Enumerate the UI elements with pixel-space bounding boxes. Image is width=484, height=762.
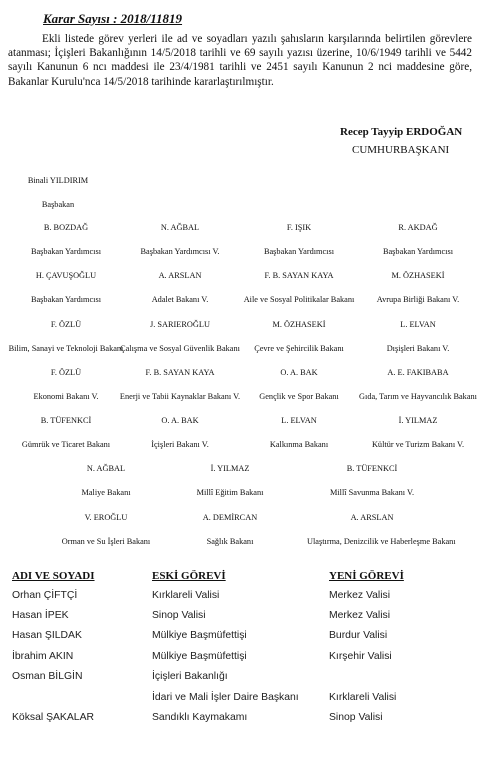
decision-number-title: Karar Sayısı : 2018/11819 [43,11,183,26]
minister-signature [41,464,171,498]
minister-name: F. B. SAYAN KAYA [264,271,334,280]
minister-signature [115,271,245,305]
minister-signature [353,223,483,257]
president-name: Recep Tayyip ERDOĞAN [340,126,463,138]
appointment-old-cell: Mülkiye Başmüfettişi [152,651,247,662]
minister-name: İ. YILMAZ [398,416,438,425]
minister-title: Başbakan Yardımcısı [30,295,102,304]
minister-signature [1,320,131,354]
minister-name: O. A. BAK [161,416,199,425]
minister-signature [1,271,131,305]
minister-title: Başbakan Yardımcısı [30,247,102,256]
appointment-new-cell: Merkez Valisi [329,590,391,601]
header-name: ADI VE SOYADI [12,570,95,582]
appointment-name-cell: Hasan ŞILDAK [12,630,82,641]
header-new-position: YENİ GÖREVİ [329,570,404,582]
minister-signature [234,416,364,450]
minister-title: Başbakan Yardımcısı [382,247,454,256]
appointment-new-cell: Burdur Valisi [329,630,388,641]
minister-signature [115,320,245,354]
minister-title: Aile ve Sosyal Politikalar Bakanı [243,295,355,304]
minister-signature [234,223,364,257]
minister-signature [307,464,437,498]
minister-name: B. BOZDAĞ [43,223,89,232]
minister-signature [234,368,364,402]
minister-name: Binali YILDIRIM [27,176,89,185]
minister-signature [165,513,295,547]
minister-name: N. AĞBAL [160,223,200,232]
appointment-name-cell: Orhan ÇİFTÇİ [12,590,78,601]
appointment-old-cell: Mülkiye Başmüfettişi [152,630,247,641]
appointment-new-cell: Sinop Valisi [329,712,383,723]
minister-signature [0,176,123,210]
minister-signature [115,223,245,257]
minister-title: Gıda, Tarım ve Hayvancılık Bakanı [359,392,477,401]
minister-signature [165,464,295,498]
minister-title: Dışişleri Bakanı V. [386,344,450,353]
minister-title: Bilim, Sanayi ve Teknoloji Bakanı [8,344,124,353]
minister-name: F. ÖZLÜ [50,368,82,377]
minister-title: Ulaştırma, Denizcilik ve Haberleşme Bakanı [307,537,456,546]
minister-name: J. SARIEROĞLU [150,320,210,329]
minister-name: H. ÇAVUŞOĞLU [35,271,97,280]
minister-signature [1,223,131,257]
appointment-name-cell: Köksal ŞAKALAR [12,712,95,723]
minister-name: F. B. SAYAN KAYA [145,368,215,377]
minister-name: F. IŞIK [286,223,312,232]
appointment-old-cell: Sinop Valisi [152,610,206,621]
minister-signature [353,271,483,305]
appointment-name-cell: Osman BİLGİN [12,671,83,682]
minister-name: A. E. FAKIBABA [387,368,449,377]
minister-name: B. TÜFENKCİ [346,464,398,473]
minister-name: F. ÖZLÜ [50,320,82,329]
minister-signature [234,320,364,354]
minister-signature [1,416,131,450]
appointment-old-cell: İçişleri Bakanlığı [152,671,228,682]
minister-name: V. EROĞLU [84,513,128,522]
minister-title: Orman ve Su İşleri Bakanı [61,537,151,546]
appointment-new-cell: Merkez Valisi [329,610,391,621]
minister-name: M. ÖZHASEKİ [272,320,326,329]
minister-title: Sağlık Bakanı [206,537,254,546]
minister-title: Avrupa Birliği Bakanı V. [376,295,460,304]
minister-title: Başbakan [41,200,75,209]
minister-signature [115,368,245,402]
minister-name: O. A. BAK [280,368,318,377]
minister-signature [115,416,245,450]
minister-signature [353,368,483,402]
minister-name: İ. YILMAZ [210,464,250,473]
minister-name: B. TÜFENKCİ [40,416,92,425]
minister-title: Kalkınma Bakanı [269,440,329,449]
minister-name: R. AKDAĞ [398,223,438,232]
minister-name: A. ARSLAN [350,513,394,522]
minister-signature [353,320,483,354]
minister-name: A. DEMİRCAN [202,513,258,522]
minister-name: L. ELVAN [281,416,317,425]
minister-signature [41,513,171,547]
minister-signature [307,513,456,547]
appointment-old-cell: İdari ve Mali İşler Daire Başkanı [152,692,299,703]
minister-title: Gençlik ve Spor Bakanı [259,392,339,401]
appointment-new-cell: Kırklareli Valisi [329,692,397,703]
minister-title: Adalet Bakanı V. [151,295,209,304]
header-old-position: ESKİ GÖREVİ [152,570,226,582]
minister-title: Gümrük ve Ticaret Bakanı [21,440,111,449]
minister-name: A. ARSLAN [158,271,202,280]
minister-title: Millî Eğitim Bakanı [196,488,264,497]
minister-title: İçişleri Bakanı V. [151,440,209,449]
minister-title: Çevre ve Şehircilik Bakanı [254,344,344,353]
appointment-name-cell: Hasan İPEK [12,610,69,621]
decision-body-text: Ekli listede görev yerleri ile ad ve soyadları yazılı şahısların karşılarında belirtilen görevlere atanması; İçişleri Bakanlığının 14/5/2018 tarihli ve 69 sayılı yazısı üzerine, 10/6/1949 tarihli ve 5442 sayılı Kanunun 6 ncı maddesi ile 23/4/1981 tarihli ve 2451 sayılı Kanunun 2 nci maddesine göre, Bakanlar Kurulu'nca 14/5/2018 tarihinde kararlaştırılmıştır. [8,33,472,88]
minister-title: Başbakan Yardımcısı V. [140,247,220,256]
appointment-new-cell: Kırşehir Valisi [329,651,392,662]
president-title: CUMHURBAŞKANI [352,144,450,156]
appointment-name-cell: İbrahim AKIN [12,651,74,662]
minister-title: Çalışma ve Sosyal Güvenlik Bakanı [120,344,240,353]
minister-name: L. ELVAN [400,320,436,329]
minister-signature [1,368,131,402]
minister-name: N. AĞBAL [86,464,126,473]
minister-title: Kültür ve Turizm Bakanı V. [371,440,465,449]
appointment-old-cell: Sandıklı Kaymakamı [152,712,248,723]
minister-signature [353,416,483,450]
minister-title: Enerji ve Tabii Kaynaklar Bakanı V. [119,392,241,401]
minister-title: Ekonomi Bakanı V. [33,392,99,401]
minister-title: Başbakan Yardımcısı [263,247,335,256]
minister-title: Millî Savunma Bakanı V. [329,488,415,497]
minister-title: Maliye Bakanı [81,488,131,497]
minister-name: M. ÖZHASEKİ [391,271,445,280]
appointment-old-cell: Kırklareli Valisi [152,590,220,601]
minister-signature [234,271,364,305]
